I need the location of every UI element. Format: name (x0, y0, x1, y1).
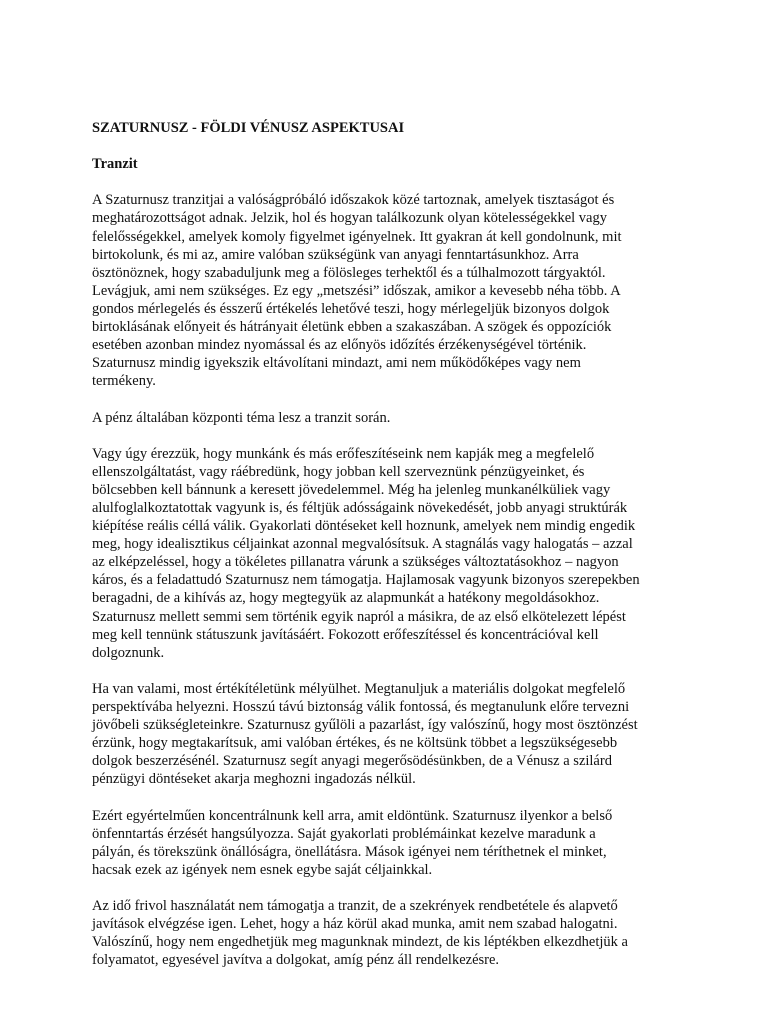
paragraph-line: alulfoglalkoztatottak vagyunk is, és féltjük adósságaink növekedését, jobb anyagi struktúrák (92, 499, 628, 516)
paragraph (92, 191, 684, 390)
paragraph-line: Valószínű, hogy nem engedhetjük meg magunknak mindezt, de kis léptékben elkezdhetjük a (92, 934, 628, 951)
paragraph-line: kiépítése reális céllá válik. Gyakorlati döntéseket kell hoznunk, amelyek nem mindig engedik (92, 518, 636, 535)
paragraph-line: Levágjuk, ami nem szükséges. Ez egy „metszési” időszak, amikor a kevesebb néha több. A (92, 282, 621, 299)
paragraph-line: esetében azonban mindez nyomással és az előnyös időzítés érzékenységével történik. (92, 337, 587, 354)
paragraph-line: káros, és a feladattudó Szaturnusz nem támogatja. Hajlamosak vagyunk bizonyos szerepekben (92, 572, 640, 589)
paragraph-line: Ha van valami, most értékítéletünk mélyülhet. Megtanuljuk a materiális dolgokat megfelelő (92, 680, 626, 697)
paragraph-line: termékeny. (92, 373, 156, 390)
paragraph-line: jövőbeli szükségleteinkre. Szaturnusz gyűlöli a pazarlást, így valószínű, hogy most ösztönzést (92, 717, 638, 734)
paragraph-line: Ezért egyértelműen koncentrálnunk kell arra, amit eldöntünk. Szaturnusz ilyenkor a belső (92, 807, 613, 824)
paragraph (92, 897, 684, 969)
paragraph-line: dolgok beszerzésénél. Szaturnusz segít anyagi megerősödésünkben, de a Vénusz a szilárd (92, 753, 612, 770)
paragraph-line: Szaturnusz mellett semmi sem történik egyik napról a másikra, de az első elkötelezett lépést (92, 608, 626, 625)
paragraph-line: dolgoznunk. (92, 644, 165, 661)
paragraph-line: felelősségekkel, amelyek komoly figyelmet igényelnek. Itt gyakran át kell gondolnunk, mit (92, 228, 622, 245)
section-heading-tranzit: Tranzit (92, 156, 138, 173)
paragraph-line: meghatározottságot adnak. Jelzik, hol és hogyan találkozunk olyan kötelességekkel vagy (92, 210, 607, 227)
paragraph-line: birtoklásának előnyeit és hátrányait életünk ebben a szakaszában. A szögek és oppozíciók (92, 319, 612, 336)
paragraph-list (92, 191, 684, 969)
paragraph-line: javítások elvégzése igen. Lehet, hogy a ház körül akad munka, amit nem szabad halogatni. (92, 916, 618, 933)
paragraph (92, 409, 684, 427)
paragraph-line: Vagy úgy érezzük, hogy munkánk és más erőfeszítéseink nem kapják meg a megfelelő (92, 445, 595, 462)
paragraph-line: hacsak ezek az igények nem esnek egybe saját céljainkkal. (92, 861, 433, 878)
paragraph (92, 445, 684, 662)
paragraph (92, 680, 684, 789)
paragraph-line: meg kell tennünk státuszunk javításáért. Fokozott erőfeszítéssel és koncentrációval kell (92, 626, 599, 643)
paragraph-line: A Szaturnusz tranzitjai a valóságpróbáló időszakok közé tartoznak, amelyek tisztaságot és (92, 192, 615, 209)
paragraph-line: gondos mérlegelés és ésszerű értékelés lehetővé teszi, hogy mérlegeljük bizonyos dolgok (92, 300, 610, 317)
paragraph-line: pénzügyi döntéseket akarja meghozni ingadozás nélkül. (92, 771, 416, 788)
paragraph-line: bölcsebben kell bánnunk a keresett jövedelemmel. Még ha jelenleg munkanélküliek vagy (92, 481, 611, 498)
paragraph-line: Az idő frivol használatát nem támogatja a tranzit, de a szekrények rendbetétele és alapvető (92, 898, 618, 915)
paragraph-line: folyamatot, egyesével javítva a dolgokat, amíg pénz áll rendelkezésre. (92, 952, 500, 969)
paragraph (92, 807, 684, 879)
paragraph-line: A pénz általában központi téma lesz a tranzit során. (92, 409, 391, 426)
paragraph-line: az elképzeléssel, hogy a tökéletes pillanatra várunk a szükséges változtatásokhoz – nagyon (92, 554, 619, 571)
document-title: SZATURNUSZ - FÖLDI VÉNUSZ ASPEKTUSAI (92, 120, 405, 136)
paragraph-line: pályán, és törekszünk önállóságra, önellátásra. Mások igényei nem téríthetnek el minket, (92, 843, 607, 860)
paragraph-line: Szaturnusz mindig igyekszik eltávolítani mindazt, ami nem működőképes vagy nem (92, 355, 581, 372)
paragraph-line: ellenszolgáltatást, vagy ráébredünk, hogy jobban kell szerveznünk pénzügyeinket, és (92, 463, 585, 480)
paragraph-line: ösztönöznek, hogy szabaduljunk meg a fölösleges terhektől és a túlhalmozott tárgyaktól. (92, 264, 606, 281)
paragraph-line: meg, hogy idealisztikus céljainkat azonnal megvalósítsuk. A stagnálás vagy halogatás – azzal (92, 536, 633, 553)
paragraph-line: önfenntartás érzését hangsúlyozza. Saját gyakorlati problémáinkat kezelve maradunk a (92, 825, 596, 842)
document-body (92, 119, 684, 988)
paragraph-line: perspektívába helyezni. Hosszú távú biztonság válik fontossá, és megtanulunk előre tervezni (92, 699, 630, 715)
paragraph-line: beragadni, de a kihívás az, hogy megtegyük az alapmunkát a hatékony megoldásokhoz. (92, 590, 600, 607)
paragraph-line: érzünk, hogy megtakarítsuk, ami valóban értékes, és ne költsünk többet a legszükségesebb (92, 735, 618, 752)
paragraph-line: birtokolunk, és mi az, amire valóban szükségünk van anyagi fenntartásunkhoz. Arra (92, 246, 579, 263)
